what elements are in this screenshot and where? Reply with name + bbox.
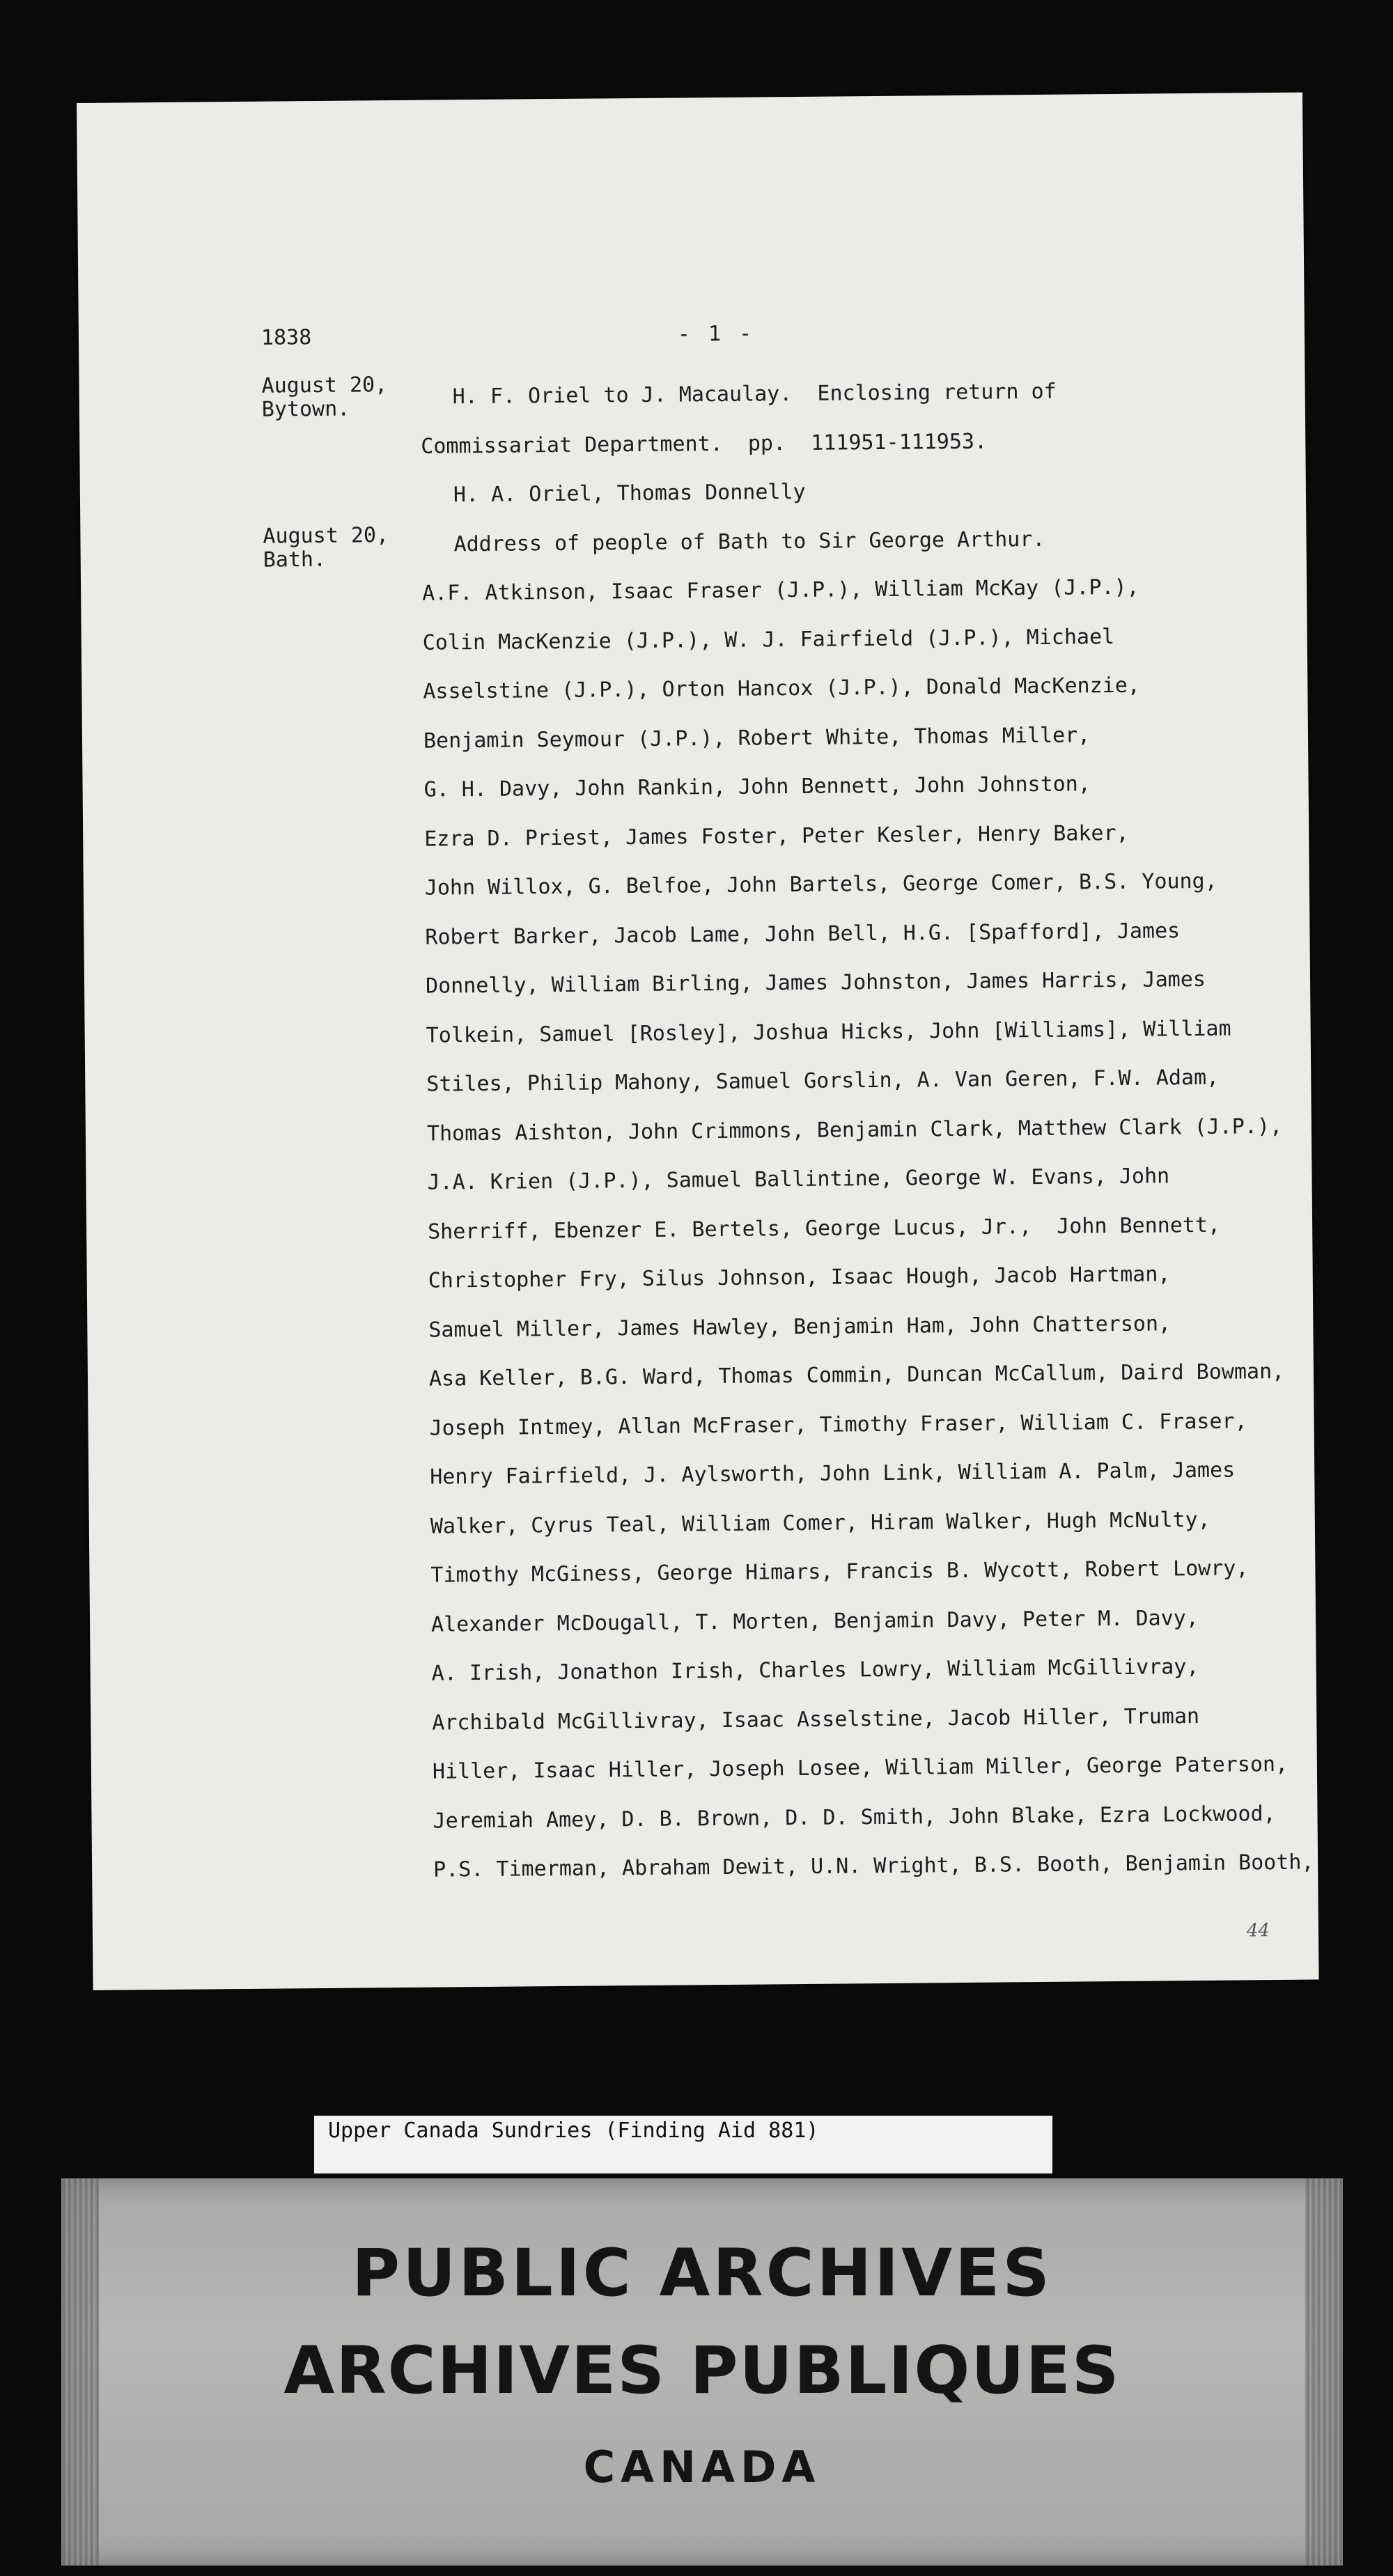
entry-date-1-line-2: Bytown. xyxy=(261,396,350,422)
entry-line: Joseph Intmey, Allan McFraser, Timothy Fraser, William C. Fraser, xyxy=(429,1408,1247,1441)
document-page xyxy=(77,93,1319,1990)
entry-line: J.A. Krien (J.P.), Samuel Ballintine, George W. Evans, John xyxy=(427,1164,1170,1195)
entry-body xyxy=(420,364,1393,1944)
banner-line-public-archives: PUBLIC ARCHIVES xyxy=(352,2235,1052,2311)
banner-line-canada: CANADA xyxy=(583,2442,821,2492)
archives-banner xyxy=(61,2178,1343,2566)
page-number-mark: - 1 - xyxy=(677,321,755,347)
entry-line: Stiles, Philip Mahony, Samuel Gorslin, A. Van Geren, F.W. Adam, xyxy=(426,1065,1220,1097)
banner-line-archives-publiques: ARCHIVES PUBLIQUES xyxy=(283,2333,1121,2409)
entry-line: Address of people of Bath to Sir George Arthur. xyxy=(453,526,1045,556)
entry-line: Samuel Miller, James Hawley, Benjamin Ham, John Chatterson, xyxy=(428,1311,1172,1343)
entry-line: Asselstine (J.P.), Orton Hancox (J.P.), Donald MacKenzie, xyxy=(423,673,1141,704)
year-heading: 1838 xyxy=(260,325,312,350)
entry-line: John Willox, G. Belfoe, John Bartels, George Comer, B.S. Young, xyxy=(424,868,1217,900)
entry-line: Archibald McGillivray, Isaac Asselstine, Jacob Hiller, Truman xyxy=(432,1703,1200,1735)
entry-line: Timothy McGiness, George Himars, Francis B. Wycott, Robert Lowry, xyxy=(430,1556,1249,1588)
entry-line: Thomas Aishton, John Crimmons, Benjamin Clark, Matthew Clark (J.P.), xyxy=(426,1114,1283,1146)
entry-line: Alexander McDougall, T. Morten, Benjamin Davy, Peter M. Davy, xyxy=(430,1605,1199,1637)
typed-text xyxy=(77,93,1319,1990)
entry-line: H. F. Oriel to J. Macaulay. Enclosing return of xyxy=(452,379,1057,409)
entry-line: Asa Keller, B.G. Ward, Thomas Commin, Duncan McCallum, Daird Bowman, xyxy=(428,1359,1285,1391)
entry-date-2-line-1: August 20, xyxy=(263,523,389,549)
entry-line: Colin MacKenzie (J.P.), W. J. Fairfield (J.P.), Michael xyxy=(422,624,1115,655)
entry-line: Hiller, Isaac Hiller, Joseph Losee, William Miller, George Paterson, xyxy=(432,1751,1289,1784)
entry-date-1 xyxy=(261,373,387,422)
entry-line: G. H. Davy, John Rankin, John Bennett, John Johnston, xyxy=(423,772,1091,802)
entry-line: Tolkein, Samuel [Rosley], Joshua Hicks, John [Williams], William xyxy=(426,1016,1231,1048)
entry-line: Jeremiah Amey, D. B. Brown, D. D. Smith, John Blake, Ezra Lockwood, xyxy=(433,1801,1276,1834)
entry-line: Walker, Cyrus Teal, William Comer, Hiram Walker, Hugh McNulty, xyxy=(430,1507,1211,1539)
entry-date-2-line-2: Bath. xyxy=(263,547,327,572)
entry-line: A.F. Atkinson, Isaac Fraser (J.P.), William McKay (J.P.), xyxy=(422,575,1139,606)
entry-line: Christopher Fry, Silus Johnson, Isaac Hough, Jacob Hartman, xyxy=(428,1262,1171,1293)
entry-line: H. A. Oriel, Thomas Donnelly xyxy=(453,479,806,508)
finding-aid-label: Upper Canada Sundries (Finding Aid 881) xyxy=(314,2116,1052,2173)
entry-line: A. Irish, Jonathon Irish, Charles Lowry, William McGillivray, xyxy=(431,1655,1199,1686)
entry-line: Sherriff, Ebenzer E. Bertels, George Lucus, Jr., John Bennett, xyxy=(428,1212,1221,1244)
entry-line: Ezra D. Priest, James Foster, Peter Kesler, Henry Baker, xyxy=(424,820,1129,852)
entry-line: Commissariat Department. pp. 111951-111953. xyxy=(421,429,988,459)
entry-date-2 xyxy=(263,524,389,572)
entry-line: Donnelly, William Birling, James Johnston, James Harris, James xyxy=(425,967,1206,999)
entry-date-1-line-1: August 20, xyxy=(261,373,388,398)
entry-line: P.S. Timerman, Abraham Dewit, U.N. Wright, B.S. Booth, Benjamin Booth, xyxy=(433,1850,1314,1882)
entry-line: Robert Barker, Jacob Lame, John Bell, H.G. [Spafford], James xyxy=(425,918,1181,950)
folio-number: 44 xyxy=(1246,1919,1270,1941)
entry-line: Benjamin Seymour (J.P.), Robert White, Thomas Miller, xyxy=(423,722,1091,754)
entry-line: Henry Fairfield, J. Aylsworth, John Link, William A. Palm, James xyxy=(430,1458,1236,1490)
